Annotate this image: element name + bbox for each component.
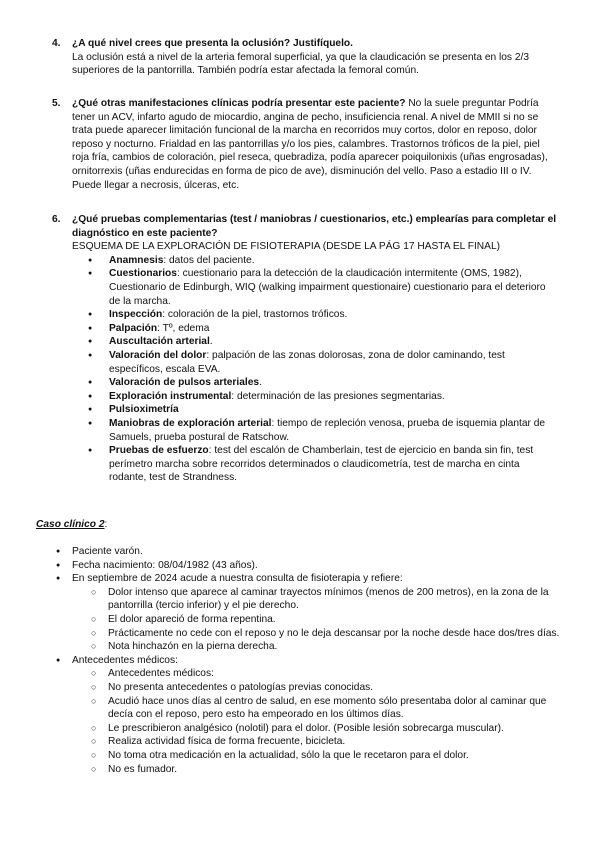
question-title: ¿A qué nivel crees que presenta la oclusión? Justifíquelo.	[72, 38, 353, 49]
item-label: Auscultación arterial	[109, 336, 210, 348]
list-item	[72, 376, 557, 390]
sub-list-item	[36, 695, 564, 722]
section-subtitle: ESQUEMA DE LA EXPLORACIÓN DE FISIOTERAPIA (DESDE LA PÁG 17 HASTA EL FINAL)	[72, 241, 501, 253]
sub-list-item	[36, 681, 564, 695]
item-text: : Tº, edema	[157, 322, 210, 334]
list-item	[36, 559, 564, 573]
sub-list-item	[36, 763, 564, 777]
item-label: Palpación	[109, 322, 158, 334]
question-answer: No la suele preguntar Podría tener un ACV, infarto agudo de miocardio, angina de pecho, insuficiencia renal. A nivel de MMII si no se trata puede aparecer limitación funcional de la marcha en recorridos muy cortos, dolor en reposo, dolor reposo y nocturno. Frialdad en las pantorrillas y/o los pies, calambres. Trastornos tróficos de la piel, piel roja fría, cambios de coloración, piel reseca, quebradiza, podía aparecer poiquilonixis (uñas engrosadas), ornitorrexis (uñas endurecidas en forma de pico de ave), disminución del vello. Paso a estadio III o IV. Puede llegar a necrosis, úlceras, etc.	[72, 98, 548, 191]
item-text: Acudió hace unos días al centro de salud, en ese momento sólo presentaba dolor al caminar que decía con el reposo, pero esto ha empeorado en los últimos días.	[108, 695, 547, 721]
sub-list-item	[36, 722, 564, 736]
item-text: No es fumador.	[108, 763, 178, 775]
list-item	[72, 390, 557, 404]
list-item	[72, 444, 557, 485]
question-5	[52, 97, 557, 192]
list-item	[36, 654, 564, 776]
list-item	[72, 417, 557, 444]
sub-list	[72, 667, 564, 776]
item-text: Antecedentes médicos:	[72, 654, 178, 666]
exploration-list	[72, 254, 557, 485]
list-item	[72, 322, 557, 336]
item-label: Cuestionarios	[109, 268, 177, 280]
item-label: Pruebas de esfuerzo	[109, 445, 209, 457]
item-text: Realiza actividad física de forma frecuente, bicicleta.	[108, 736, 346, 748]
item-text: El dolor apareció de forma repentina.	[108, 613, 276, 625]
item-text: .	[209, 336, 213, 348]
case-details	[36, 545, 564, 776]
item-text: : datos del paciente.	[163, 254, 255, 266]
item-text: Paciente varón.	[72, 546, 143, 557]
list-item	[72, 267, 557, 308]
question-title: ¿Qué pruebas complementarias (test / maniobras / cuestionarios, etc.) emplearías para completar el diagnóstico en este paciente?	[72, 214, 557, 239]
case-title: Caso clínico 2	[36, 519, 105, 530]
item-text: : cuestionario para la detección de la claudicación intermitente (OMS, 1982), Cuestionario de Edinburgh, WIQ (walking impairment questionaire) cuestionario para el deterioro de la marcha.	[109, 268, 546, 307]
item-text: No presenta antecedentes o patologías previas conocidas.	[108, 681, 374, 693]
item-text: Le prescribieron analgésico (nolotil) para el dolor. (Posible lesión sobrecarga muscular).	[108, 722, 504, 734]
item-text: .	[259, 377, 262, 389]
case-title-colon: :	[104, 519, 108, 530]
item-text: Fecha nacimiento: 08/04/1982 (43 años).	[72, 559, 258, 571]
item-label: Valoración del dolor	[109, 349, 207, 361]
question-number: 6.	[52, 214, 61, 225]
item-text: Nota hinchazón en la pierna derecha.	[108, 641, 278, 653]
item-text: : test del escalón de Chamberlain, test de ejercicio en banda sin fin, test perímetro marcha sobre recorridos determinados o claudicometría, test de marcha en cinta rodante, test de Strandness.	[109, 445, 534, 484]
sub-list-item	[36, 667, 564, 681]
item-text: Antecedentes médicos:	[108, 668, 214, 680]
list-item	[72, 308, 557, 322]
item-text: : coloración de la piel, trastornos tróficos.	[162, 309, 348, 321]
item-text: Prácticamente no cede con el reposo y no le deja descansar por la noche desde hace dos/tres días.	[108, 627, 560, 639]
item-text: : tiempo de repleción venosa, prueba de isquemia plantar de Samuels, prueba postural de Ratschow.	[109, 417, 546, 443]
case-list	[36, 545, 564, 776]
item-text: : determinación de las presiones segmentarias.	[231, 390, 445, 402]
question-number: 5.	[52, 98, 61, 109]
item-label: Maniobras de exploración arterial	[109, 417, 272, 429]
sub-list-item	[36, 627, 564, 641]
item-text: No toma otra medicación en la actualidad, sólo la que le recetaron para el dolor.	[108, 749, 469, 761]
list-item	[72, 349, 557, 376]
question-6	[52, 213, 557, 485]
case-heading	[36, 518, 107, 532]
item-text: Dolor intenso que aparece al caminar trayectos mínimos (menos de 200 metros), en la zona de la pantorrilla (tercio inferior) y el pie derecho.	[108, 586, 549, 612]
list-item	[36, 545, 564, 559]
item-text: En septiembre de 2024 acude a nuestra consulta de fisioterapia y refiere:	[72, 573, 403, 585]
list-item	[72, 335, 557, 349]
item-label: Exploración instrumental	[109, 390, 232, 402]
item-label: Valoración de pulsos arteriales	[109, 377, 260, 389]
question-title: ¿Qué otras manifestaciones clínicas podría presentar este paciente?	[72, 98, 406, 109]
sub-list-item	[36, 640, 564, 654]
item-label: Pulsioximetría	[109, 404, 179, 416]
question-answer: La oclusión está a nivel de la arteria femoral superficial, ya que la claudicación se presenta en los 2/3 superiores de la pantorrilla. También podría estar afectada la femoral común.	[72, 51, 530, 77]
sub-list	[72, 586, 564, 654]
question-number: 4.	[52, 38, 61, 49]
item-text: : palpación de las zonas dolorosas, zona de dolor caminando, test específicos, escala EVA.	[109, 349, 505, 375]
item-label: Anamnesis	[109, 254, 164, 266]
list-item	[72, 403, 557, 417]
sub-list-item	[36, 613, 564, 627]
list-item	[72, 254, 557, 268]
sub-list-item	[36, 586, 564, 613]
sub-list-item	[36, 735, 564, 749]
question-4	[52, 37, 557, 78]
list-item	[36, 572, 564, 654]
sub-list-item	[36, 749, 564, 763]
item-label: Inspección	[109, 309, 163, 321]
